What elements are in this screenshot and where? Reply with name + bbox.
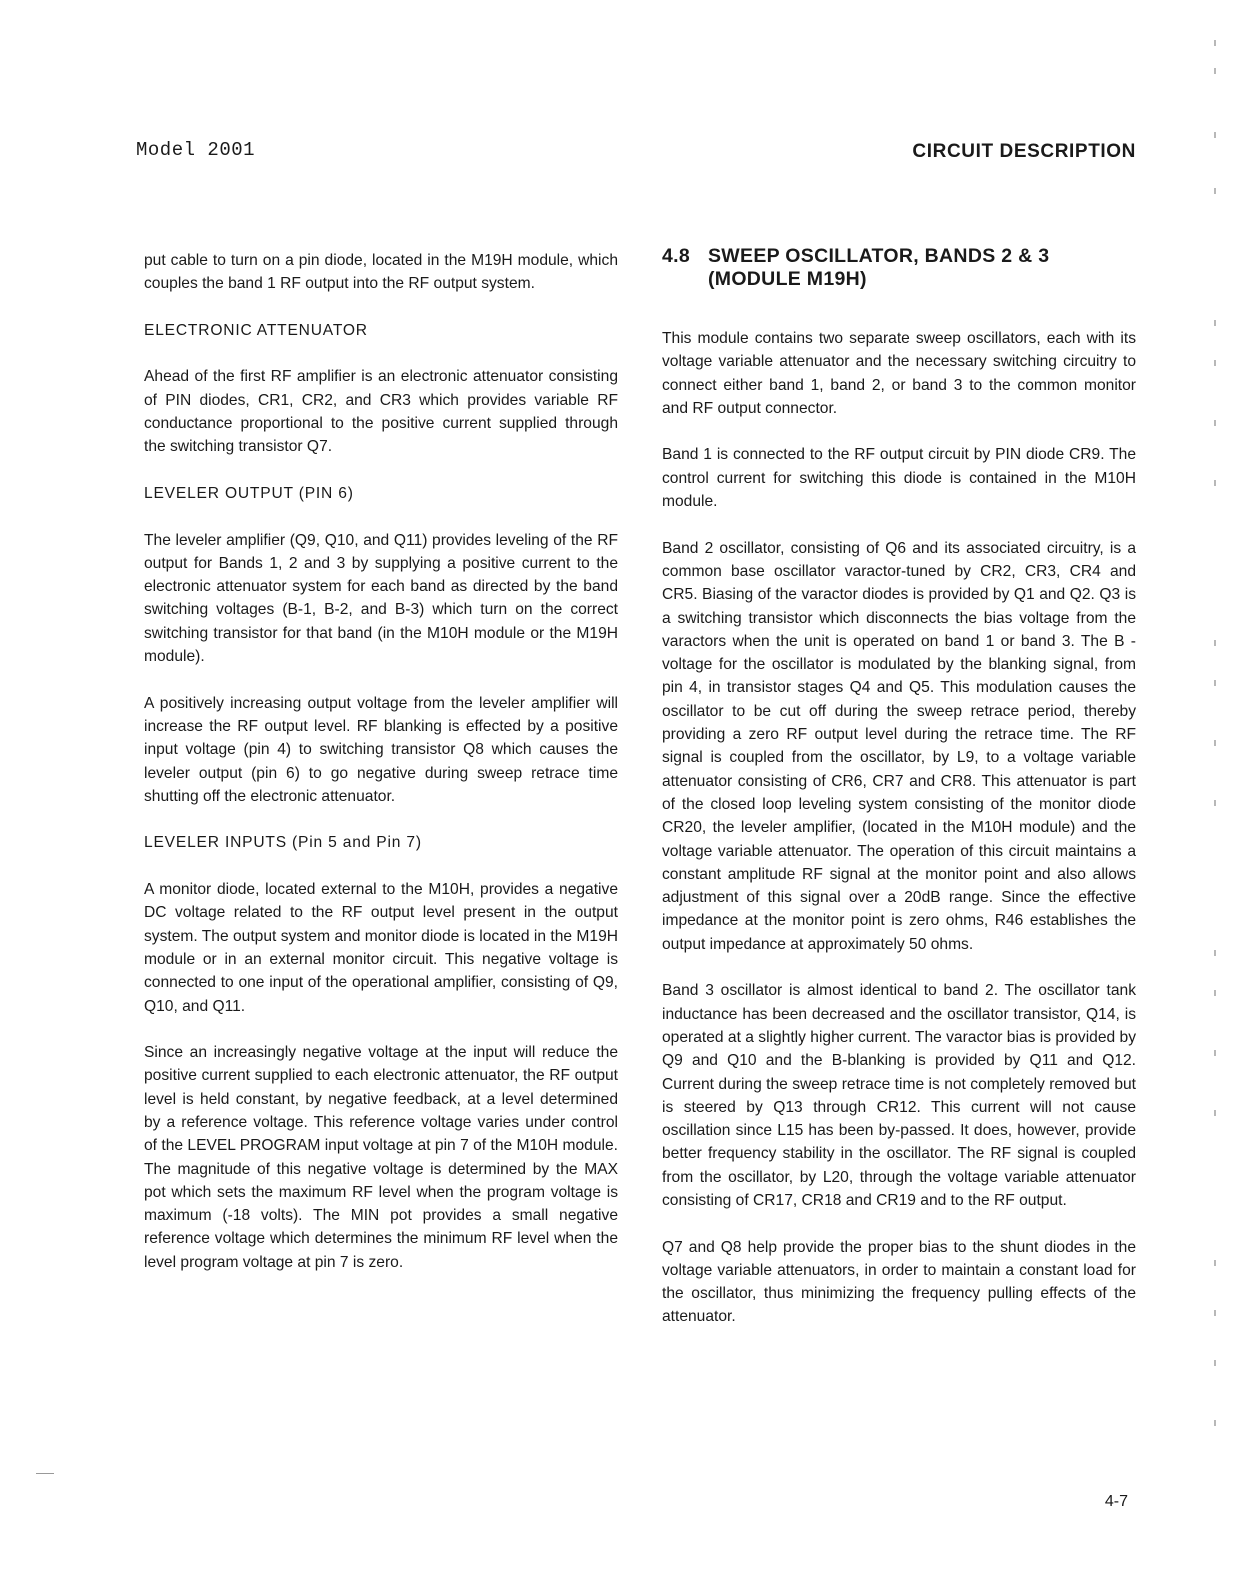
leveler-output-heading: LEVELER OUTPUT (PIN 6) xyxy=(144,484,354,502)
left-column xyxy=(144,249,618,1297)
band1-paragraph: Band 1 is connected to the RF output circuit by PIN diode CR9. The control current for switching this diode is contained in the M10H module. xyxy=(662,446,1136,511)
leveler-output-paragraph: The leveler amplifier (Q9, Q10, and Q11) provides leveling of the RF output for Bands 1, 2 and 3 by supplying a positive current to the electronic attenuator system for each band as directed by the band switching voltages (B-1, B-2, and B-3) which turn on the correct switching transistor for that band (in the M10H module or the M19H module). xyxy=(144,531,618,666)
page-number: 4-7 xyxy=(1104,1493,1128,1510)
section-number: 4.8 xyxy=(662,245,691,267)
section-header: CIRCUIT DESCRIPTION xyxy=(912,141,1136,162)
negative-feedback-paragraph: Since an increasingly negative voltage at the input will reduce the positive current supplied to each electronic attenuator, the RF output level is held constant, by negative feedback, at a level determined by a reference voltage. This reference voltage varies under control of the LEVEL PROGRAM input voltage at pin 7 of the M10H module. The magnitude of this negative voltage is determined by the MAX pot which sets the maximum RF level when the program voltage is maximum (-18 volts). The MIN pot provides a small negative reference voltage which determines the minimum RF level when the level program voltage at pin 7 is zero. xyxy=(144,1044,618,1271)
section-title xyxy=(662,245,1136,291)
scan-corner-mark xyxy=(36,1473,54,1474)
band3-paragraph: Band 3 oscillator is almost identical to band 2. The oscillator tank inductance has been decreased and the oscillator transistor, Q14, is operated at a slightly higher current. The varactor bias is provided by Q9 and Q10 and the B-blanking is provided by Q11 and Q12. Current during the sweep retrace time is not completely removed but is steered by Q13 through CR12. This current will not cause oscillation since L15 has been by-passed. It does, however, provide better frequency stability in the oscillator. The RF signal is coupled from the oscillator, by L20, through the voltage variable attenuator consisting of CR17, CR18 and CR19 and to the RF output. xyxy=(662,982,1136,1209)
band2-paragraph: Band 2 oscillator, consisting of Q6 and its associated circuitry, is a common base oscillator varactor-tuned by CR2, CR3, CR4 and CR5. Biasing of the varactor diodes is provided by Q1 and Q2. Q3 is a switching transistor which disconnects the bias voltage from the varactors when the unit is operated on band 1 or band 3. The B -voltage for the oscillator is modulated by the blanking signal, from pin 4, in transistor stages Q4 and Q5. This modulation causes the oscillator to be cut off during the sweep retrace period, thereby providing a zero RF output level during the retrace time. The RF signal is coupled from the oscillator, by L9, to a voltage variable attenuator consisting of CR6, CR7 and CR8. This attenuator is part of the closed loop leveling system consisting of the monitor diode CR20, the leveler amplifier, (located in the M10H module) and the voltage variable attenuator. The operation of this circuit maintains a constant amplitude RF signal at the monitor point and also allows adjustment of this signal over a 20dB range. Since the effective impedance at the monitor point is zero ohms, R46 establishes the output impedance at approximately 50 ohms. xyxy=(662,539,1136,953)
leveler-inputs-heading: LEVELER INPUTS (Pin 5 and Pin 7) xyxy=(144,834,422,852)
electronic-attenuator-heading: ELECTRONIC ATTENUATOR xyxy=(144,321,368,339)
electronic-attenuator-paragraph: Ahead of the first RF amplifier is an electronic attenuator consisting of PIN diodes, CR1, CR2, and CR3 which provides variable RF conductance proportional to the positive current supplied through the switching transistor Q7. xyxy=(144,368,618,456)
section-title-line1: SWEEP OSCILLATOR, BANDS 2 & 3 xyxy=(708,245,1050,267)
right-column xyxy=(662,245,1136,1352)
positive-voltage-paragraph: A positively increasing output voltage from the leveler amplifier will increase the RF output level. RF blanking is effected by a positive input voltage (pin 4) to switching transistor Q8 which causes the leveler output (pin 6) to go negative during sweep retrace time shutting off the electronic attenuator. xyxy=(144,694,618,805)
monitor-diode-paragraph: A monitor diode, located external to the M10H, provides a negative DC voltage related to the RF output level present in the output system. The output system and monitor diode is located in the M19H module or in an external monitor circuit. This negative voltage is connected to one input of the operational amplifier, consisting of Q9, Q10, and Q11. xyxy=(144,881,618,1015)
intro-paragraph: put cable to turn on a pin diode, located in the M19H module, which couples the band 1 RF output into the RF output system. xyxy=(144,252,618,293)
model-header: Model 2001 xyxy=(136,139,256,161)
module-paragraph: This module contains two separate sweep oscillators, each with its voltage variable attenuator and the necessary switching circuitry to connect either band 1, band 2, or band 3 to the common monitor and RF output connector. xyxy=(662,330,1136,417)
scan-edge-marks xyxy=(1214,20,1220,1480)
q7-q8-paragraph: Q7 and Q8 help provide the proper bias to the shunt diodes in the voltage variable attenuators, in order to maintain a constant load for the oscillator, thus minimizing the frequency pulling effects of the attenuator. xyxy=(662,1238,1136,1326)
section-title-line2: (MODULE M19H) xyxy=(708,268,867,290)
